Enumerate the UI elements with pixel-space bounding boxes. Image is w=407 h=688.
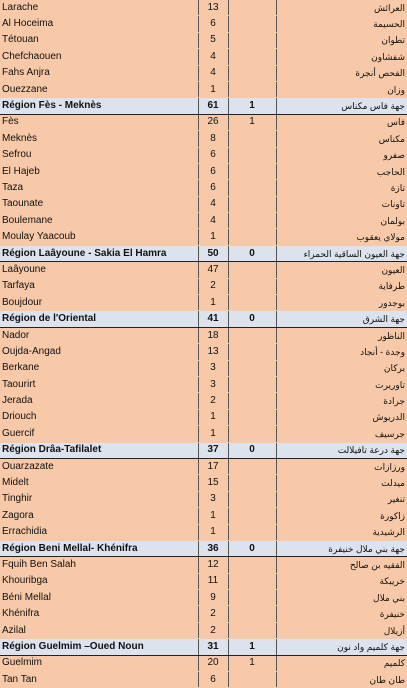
- secondary-count-cell: [228, 49, 276, 65]
- secondary-count-cell: [228, 426, 276, 442]
- secondary-count-cell: [228, 672, 276, 688]
- count-cell: 1: [198, 229, 228, 245]
- name-ar-cell: فاس: [276, 114, 407, 130]
- secondary-count-cell: [228, 475, 276, 491]
- name-ar-cell: بوجدور: [276, 295, 407, 311]
- count-cell: 9: [198, 590, 228, 606]
- secondary-count-cell: [228, 213, 276, 229]
- secondary-count-cell: 1: [228, 98, 276, 114]
- name-fr-cell: Azilal: [0, 622, 198, 638]
- table-row: [0, 229, 407, 245]
- name-fr-cell: Tinghir: [0, 491, 198, 507]
- table-row: [0, 672, 407, 688]
- name-ar-cell: الدريوش: [276, 409, 407, 425]
- table-row: [0, 344, 407, 360]
- table-row: [0, 81, 407, 97]
- name-fr-cell: Ouezzane: [0, 81, 198, 97]
- table-row: [0, 573, 407, 589]
- name-fr-cell: Fquih Ben Salah: [0, 557, 198, 573]
- count-cell: 1: [198, 409, 228, 425]
- table-row: [0, 606, 407, 622]
- count-cell: 1: [198, 295, 228, 311]
- count-cell: 2: [198, 622, 228, 638]
- name-ar-cell: بولمان: [276, 213, 407, 229]
- region-header-row: [0, 245, 407, 261]
- count-cell: 13: [198, 344, 228, 360]
- region-header-row: [0, 540, 407, 556]
- secondary-count-cell: [228, 278, 276, 294]
- table-row: [0, 16, 407, 32]
- secondary-count-cell: [228, 196, 276, 212]
- name-ar-cell: تنغير: [276, 491, 407, 507]
- secondary-count-cell: [228, 524, 276, 540]
- count-cell: 37: [198, 442, 228, 458]
- secondary-count-cell: [228, 180, 276, 196]
- count-cell: 2: [198, 393, 228, 409]
- name-fr-cell: Berkane: [0, 360, 198, 376]
- table-row: [0, 32, 407, 48]
- secondary-count-cell: [228, 65, 276, 81]
- name-ar-cell: طرفاية: [276, 278, 407, 294]
- name-fr-cell: Région Guelmim –Oued Noun: [0, 639, 198, 655]
- count-cell: 13: [198, 0, 228, 16]
- count-cell: 2: [198, 606, 228, 622]
- secondary-count-cell: 1: [228, 639, 276, 655]
- name-fr-cell: Béni Mellal: [0, 590, 198, 606]
- count-cell: 18: [198, 327, 228, 343]
- count-cell: 6: [198, 672, 228, 688]
- secondary-count-cell: [228, 557, 276, 573]
- secondary-count-cell: 0: [228, 311, 276, 327]
- table-row: [0, 213, 407, 229]
- count-cell: 1: [198, 81, 228, 97]
- count-cell: 3: [198, 376, 228, 392]
- secondary-count-cell: [228, 376, 276, 392]
- name-fr-cell: Guercif: [0, 426, 198, 442]
- name-fr-cell: Sefrou: [0, 147, 198, 163]
- name-fr-cell: Boulemane: [0, 213, 198, 229]
- name-fr-cell: Tétouan: [0, 32, 198, 48]
- secondary-count-cell: [228, 81, 276, 97]
- count-cell: 3: [198, 491, 228, 507]
- secondary-count-cell: [228, 508, 276, 524]
- count-cell: 4: [198, 65, 228, 81]
- name-fr-cell: Fès: [0, 114, 198, 130]
- count-cell: 3: [198, 360, 228, 376]
- count-cell: 6: [198, 16, 228, 32]
- name-ar-cell: الحسيمة: [276, 16, 407, 32]
- name-fr-cell: Chefchaouen: [0, 49, 198, 65]
- name-ar-cell: وزان: [276, 81, 407, 97]
- table-row: [0, 180, 407, 196]
- secondary-count-cell: 1: [228, 114, 276, 130]
- table-row: [0, 409, 407, 425]
- region-header-row: [0, 639, 407, 655]
- table-row: [0, 376, 407, 392]
- count-cell: 5: [198, 32, 228, 48]
- name-ar-cell: جهة الشرق: [276, 311, 407, 327]
- name-fr-cell: Fahs Anjra: [0, 65, 198, 81]
- name-fr-cell: Zagora: [0, 508, 198, 524]
- table-row: [0, 524, 407, 540]
- secondary-count-cell: [228, 360, 276, 376]
- name-ar-cell: ميدلت: [276, 475, 407, 491]
- table-row: [0, 475, 407, 491]
- count-cell: 6: [198, 163, 228, 179]
- count-cell: 1: [198, 426, 228, 442]
- count-cell: 11: [198, 573, 228, 589]
- name-fr-cell: Région de l'Oriental: [0, 311, 198, 327]
- name-ar-cell: صفرو: [276, 147, 407, 163]
- table-row: [0, 557, 407, 573]
- count-cell: 20: [198, 655, 228, 671]
- secondary-count-cell: 1: [228, 655, 276, 671]
- name-fr-cell: Oujda-Angad: [0, 344, 198, 360]
- table-row: [0, 393, 407, 409]
- name-fr-cell: Khouribga: [0, 573, 198, 589]
- count-cell: 61: [198, 98, 228, 114]
- name-fr-cell: Laâyoune: [0, 262, 198, 278]
- name-ar-cell: جهة العيون الساقية الحمراء: [276, 245, 407, 261]
- count-cell: 12: [198, 557, 228, 573]
- region-header-row: [0, 442, 407, 458]
- name-ar-cell: خنيفرة: [276, 606, 407, 622]
- secondary-count-cell: [228, 491, 276, 507]
- secondary-count-cell: [228, 0, 276, 16]
- secondary-count-cell: [228, 131, 276, 147]
- name-ar-cell: الفحص أنجرة: [276, 65, 407, 81]
- count-cell: 2: [198, 278, 228, 294]
- name-fr-cell: Ouarzazate: [0, 458, 198, 474]
- table-row: [0, 49, 407, 65]
- table-row: [0, 114, 407, 130]
- name-ar-cell: العرائش: [276, 0, 407, 16]
- name-ar-cell: الحاجب: [276, 163, 407, 179]
- name-ar-cell: خريبكة: [276, 573, 407, 589]
- name-ar-cell: زاكورة: [276, 508, 407, 524]
- name-ar-cell: طان طان: [276, 672, 407, 688]
- name-fr-cell: Guelmim: [0, 655, 198, 671]
- name-fr-cell: Moulay Yaacoub: [0, 229, 198, 245]
- name-ar-cell: تاونات: [276, 196, 407, 212]
- count-cell: 6: [198, 147, 228, 163]
- table-row: [0, 491, 407, 507]
- name-fr-cell: Taounate: [0, 196, 198, 212]
- name-ar-cell: جهة بني ملال خنيفرة: [276, 540, 407, 556]
- count-cell: 41: [198, 311, 228, 327]
- count-cell: 47: [198, 262, 228, 278]
- name-fr-cell: Jerada: [0, 393, 198, 409]
- name-ar-cell: بني ملال: [276, 590, 407, 606]
- table-row: [0, 0, 407, 16]
- name-ar-cell: شفشاون: [276, 49, 407, 65]
- table-row: [0, 426, 407, 442]
- region-header-row: [0, 311, 407, 327]
- name-fr-cell: Tan Tan: [0, 672, 198, 688]
- count-cell: 36: [198, 540, 228, 556]
- name-fr-cell: Taourirt: [0, 376, 198, 392]
- secondary-count-cell: [228, 409, 276, 425]
- table-row: [0, 458, 407, 474]
- name-fr-cell: Driouch: [0, 409, 198, 425]
- name-fr-cell: Région Fès - Meknès: [0, 98, 198, 114]
- table-row: [0, 590, 407, 606]
- name-ar-cell: تاوريرت: [276, 376, 407, 392]
- secondary-count-cell: [228, 16, 276, 32]
- name-fr-cell: Région Beni Mellal- Khénifra: [0, 540, 198, 556]
- name-ar-cell: أزيلال: [276, 622, 407, 638]
- secondary-count-cell: [228, 573, 276, 589]
- table-row: [0, 655, 407, 671]
- count-cell: 15: [198, 475, 228, 491]
- secondary-count-cell: 0: [228, 245, 276, 261]
- name-ar-cell: تازة: [276, 180, 407, 196]
- name-ar-cell: بركان: [276, 360, 407, 376]
- secondary-count-cell: [228, 262, 276, 278]
- name-fr-cell: Meknès: [0, 131, 198, 147]
- table-row: [0, 262, 407, 278]
- count-cell: 6: [198, 180, 228, 196]
- count-cell: 8: [198, 131, 228, 147]
- secondary-count-cell: [228, 458, 276, 474]
- name-ar-cell: جهة فاس مكناس: [276, 98, 407, 114]
- name-fr-cell: Larache: [0, 0, 198, 16]
- table-row: [0, 508, 407, 524]
- table-row: [0, 65, 407, 81]
- count-cell: 50: [198, 245, 228, 261]
- region-header-row: [0, 98, 407, 114]
- name-fr-cell: Région Laâyoune - Sakia El Hamra: [0, 245, 198, 261]
- count-cell: 4: [198, 213, 228, 229]
- table-row: [0, 131, 407, 147]
- table-row: [0, 327, 407, 343]
- secondary-count-cell: [228, 606, 276, 622]
- name-ar-cell: كلميم: [276, 655, 407, 671]
- name-ar-cell: تطوان: [276, 32, 407, 48]
- secondary-count-cell: 0: [228, 442, 276, 458]
- name-fr-cell: El Hajeb: [0, 163, 198, 179]
- table-row: [0, 295, 407, 311]
- name-ar-cell: وجدة - أنجاد: [276, 344, 407, 360]
- name-ar-cell: الناظور: [276, 327, 407, 343]
- count-cell: 4: [198, 196, 228, 212]
- table-row: [0, 360, 407, 376]
- name-fr-cell: Al Hoceima: [0, 16, 198, 32]
- table-row: [0, 278, 407, 294]
- count-cell: 26: [198, 114, 228, 130]
- name-ar-cell: جرادة: [276, 393, 407, 409]
- name-fr-cell: Boujdour: [0, 295, 198, 311]
- secondary-count-cell: [228, 590, 276, 606]
- name-ar-cell: مولاي يعقوب: [276, 229, 407, 245]
- name-fr-cell: Tarfaya: [0, 278, 198, 294]
- name-ar-cell: جهة درعة تافيلالت: [276, 442, 407, 458]
- secondary-count-cell: [228, 393, 276, 409]
- name-fr-cell: Errachidia: [0, 524, 198, 540]
- secondary-count-cell: [228, 32, 276, 48]
- secondary-count-cell: 0: [228, 540, 276, 556]
- name-fr-cell: Nador: [0, 327, 198, 343]
- name-ar-cell: العيون: [276, 262, 407, 278]
- secondary-count-cell: [228, 327, 276, 343]
- secondary-count-cell: [228, 344, 276, 360]
- secondary-count-cell: [228, 622, 276, 638]
- secondary-count-cell: [228, 163, 276, 179]
- table-row: [0, 147, 407, 163]
- count-cell: 31: [198, 639, 228, 655]
- table-row: [0, 622, 407, 638]
- name-fr-cell: Khénifra: [0, 606, 198, 622]
- name-fr-cell: Région Drâa-Tafilalet: [0, 442, 198, 458]
- name-ar-cell: الفقيه بن صالح: [276, 557, 407, 573]
- count-cell: 1: [198, 508, 228, 524]
- name-ar-cell: جهة كلميم واد نون: [276, 639, 407, 655]
- count-cell: 1: [198, 524, 228, 540]
- name-ar-cell: مكناس: [276, 131, 407, 147]
- name-fr-cell: Midelt: [0, 475, 198, 491]
- count-cell: 17: [198, 458, 228, 474]
- count-cell: 4: [198, 49, 228, 65]
- secondary-count-cell: [228, 295, 276, 311]
- name-ar-cell: ورزازات: [276, 458, 407, 474]
- name-ar-cell: جرسيف: [276, 426, 407, 442]
- name-ar-cell: الرشيدية: [276, 524, 407, 540]
- secondary-count-cell: [228, 147, 276, 163]
- table-row: [0, 163, 407, 179]
- name-fr-cell: Taza: [0, 180, 198, 196]
- secondary-count-cell: [228, 229, 276, 245]
- table-row: [0, 196, 407, 212]
